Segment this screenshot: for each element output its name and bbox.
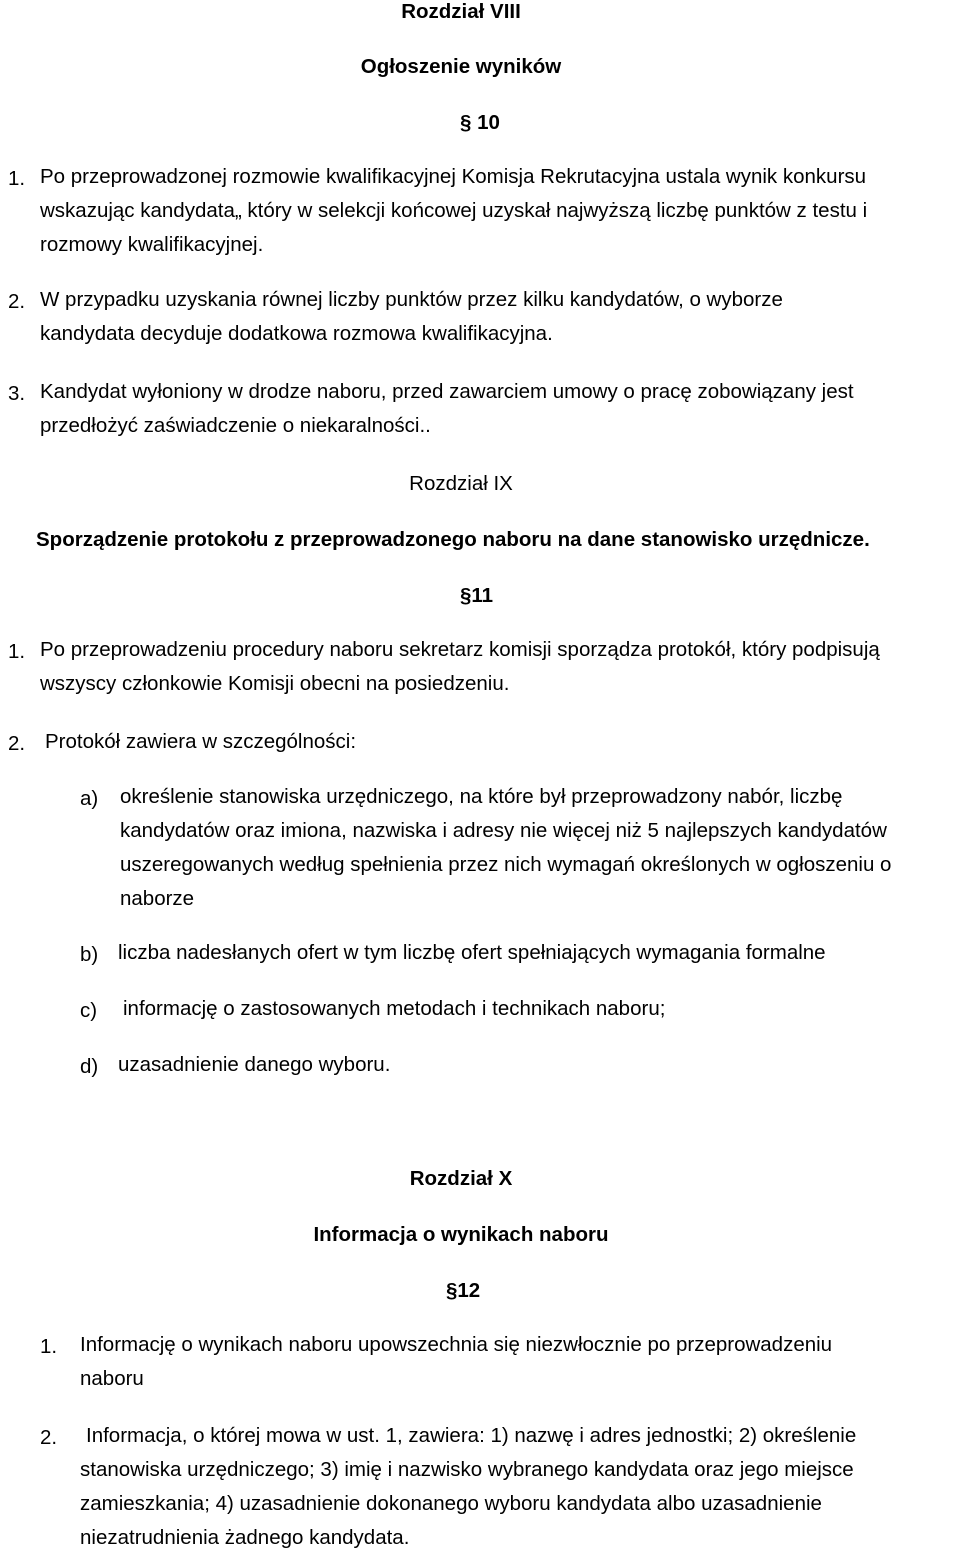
text-line: Informacja, o której mowa w ust. 1, zawiera: 1) nazwę i adres jednostki; 2) określenie bbox=[86, 1424, 857, 1447]
text-line: Po przeprowadzonej rozmowie kwalifikacyjnej Komisja Rekrutacyjna ustala wynik konkursu bbox=[40, 165, 867, 188]
item-number: 3. bbox=[8, 382, 26, 405]
text-line: wskazując kandydata„ który w selekcji końcowej uzyskał najwyższą liczbę punktów z testu i bbox=[40, 199, 868, 222]
text-line: wszyscy członkowie Komisji obecni na posiedzeniu. bbox=[40, 672, 510, 695]
subitem-text bbox=[123, 992, 665, 1026]
text-line: naboru bbox=[80, 1367, 144, 1390]
text-line: kandydatów oraz imiona, nazwiska i adresy nie więcej niż 5 najlepszych kandydatów bbox=[120, 819, 887, 842]
chapter-9-title: Rozdział IX bbox=[409, 472, 513, 495]
text-line: uzasadnienie danego wyboru. bbox=[118, 1053, 391, 1076]
section-12: §12 bbox=[446, 1279, 481, 1302]
subitem-letter: c) bbox=[80, 999, 98, 1022]
section-11: §11 bbox=[460, 584, 494, 607]
text-line: określenie stanowiska urzędniczego, na które był przeprowadzony nabór, liczbę bbox=[120, 785, 843, 808]
text-line: Informację o wynikach naboru upowszechnia się niezwłocznie po przeprowadzeniu bbox=[80, 1333, 833, 1356]
text-line: uszeregowanych według spełnienia przez nich wymagań określonych w ogłoszeniu o bbox=[120, 853, 892, 876]
subitem-text bbox=[120, 780, 960, 916]
item-text bbox=[80, 1328, 832, 1396]
text-line: przedłożyć zaświadczenie o niekaralności.. bbox=[40, 414, 431, 437]
text-line: zamieszkania; 4) uzasadnienie dokonanego wyboru kandydata albo uzasadnienie bbox=[80, 1492, 822, 1515]
text-line: niezatrudnienia żadnego kandydata. bbox=[80, 1526, 410, 1549]
text-line: kandydata decyduje dodatkowa rozmowa kwalifikacyjna. bbox=[40, 322, 553, 345]
item-number: 2. bbox=[40, 1426, 58, 1449]
chapter-9-subtitle: Sporządzenie protokołu z przeprowadzonego naboru na dane stanowisko urzędnicze. bbox=[36, 528, 870, 551]
text-line: Kandydat wyłoniony w drodze naboru, przed zawarciem umowy o pracę zobowiązany jest bbox=[40, 380, 854, 403]
text-line: stanowiska urzędniczego; 3) imię i nazwisko wybranego kandydata oraz jego miejsce bbox=[80, 1458, 854, 1481]
subitem-letter: a) bbox=[80, 787, 99, 810]
subitem-text bbox=[118, 936, 826, 970]
subitem-letter: d) bbox=[80, 1055, 99, 1078]
subitem-text bbox=[118, 1048, 390, 1082]
chapter-10-subtitle: Informacja o wynikach naboru bbox=[313, 1223, 609, 1246]
text-line: rozmowy kwalifikacyjnej. bbox=[40, 233, 264, 256]
item-text bbox=[80, 1419, 960, 1555]
item-text bbox=[40, 375, 854, 443]
item-number: 2. bbox=[8, 732, 26, 755]
text-line: liczba nadesłanych ofert w tym liczbę ofert spełniających wymagania formalne bbox=[118, 941, 826, 964]
item-text bbox=[40, 633, 880, 701]
chapter-8-title: Rozdział VIII bbox=[401, 0, 521, 23]
text-line: Protokół zawiera w szczególności: bbox=[45, 730, 357, 753]
item-number: 2. bbox=[8, 290, 26, 313]
item-number: 1. bbox=[8, 640, 26, 663]
item-number: 1. bbox=[40, 1335, 58, 1358]
subitem-letter: b) bbox=[80, 943, 99, 966]
item-text bbox=[45, 725, 356, 759]
item-number: 1. bbox=[8, 167, 26, 190]
text-line: informację o zastosowanych metodach i technikach naboru; bbox=[123, 997, 666, 1020]
item-text bbox=[40, 160, 867, 262]
chapter-8-subtitle: Ogłoszenie wyników bbox=[360, 55, 562, 78]
text-line: naborze bbox=[120, 887, 195, 910]
section-10: § 10 bbox=[460, 111, 500, 134]
text-line: W przypadku uzyskania równej liczby punktów przez kilku kandydatów, o wyborze bbox=[40, 288, 783, 311]
chapter-10-title: Rozdział X bbox=[409, 1167, 513, 1190]
text-line: Po przeprowadzeniu procedury naboru sekretarz komisji sporządza protokół, który podpisują bbox=[40, 638, 880, 661]
item-text bbox=[40, 283, 783, 351]
